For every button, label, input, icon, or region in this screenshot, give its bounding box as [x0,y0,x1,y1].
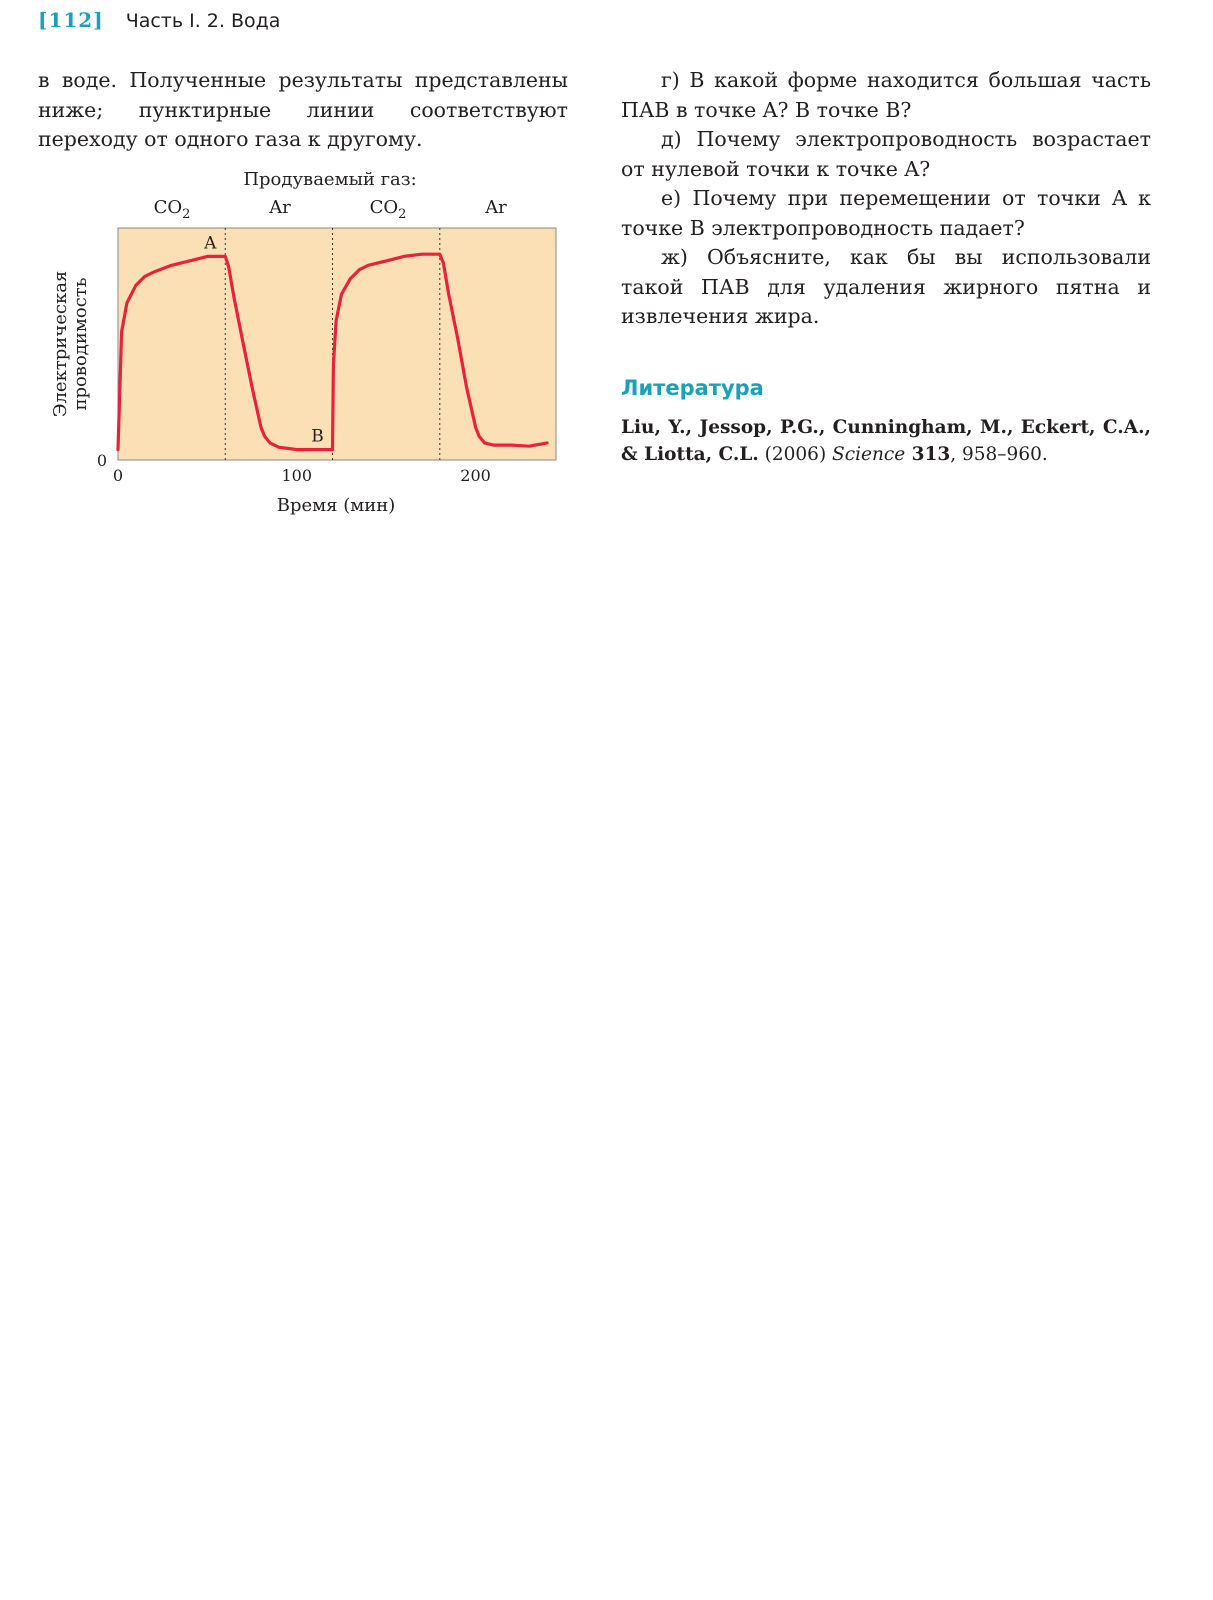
conductivity-chart [38,160,578,530]
reference-authors: Liu, Y., Jessop, P.G., Cunningham, M., Eckert, C.A., & Liotta, C.L. [621,417,1151,465]
question-g: г) В какой форме находится большая часть ПАВ в точке A? В точке B? [621,68,1151,122]
left-column [38,66,568,155]
x-tick-100: 100 [281,466,313,485]
question-zh: ж) Объясните, как бы вы использовали такой ПАВ для удаления жирного пятна и извлечения жира. [621,245,1151,328]
question-e: е) Почему при перемещении от точки A к точке B электропроводность падает? [621,186,1151,240]
conductivity-figure [38,160,578,530]
body-paragraph: в воде. Полученные результаты представлены ниже; пунктирные линии соответствуют переходу от одного газа к другому. [38,68,568,151]
x-axis-label: Время (мин) [276,495,396,516]
gas-label-2: Ar [269,197,291,218]
point-a-label: A [204,233,217,254]
x-tick-0: 0 [112,466,124,485]
reference-volume: 313 [905,444,951,465]
reference-year: (2006) [758,444,833,465]
running-title: Часть I. 2. Вода [125,10,281,32]
reference-entry [621,414,1151,468]
y-axis-label [50,271,91,418]
literature-heading: Литература [621,376,764,400]
gas-label-3: $CO_2$ [369,197,407,222]
question-d: д) Почему электропроводность возрастает от нулевой точки к точке A? [621,127,1151,181]
x-axis-ticks [113,466,491,485]
reference-journal: Science [832,444,906,465]
right-column [621,66,1151,332]
point-b-label: B [311,426,324,447]
y-zero-label: 0 [96,451,108,470]
x-tick-200: 200 [460,466,491,485]
reference-pages: , 958–960. [950,444,1048,465]
gas-heading: Продуваемый газ: [243,169,417,190]
running-head [38,8,280,38]
y-axis-label-line2: проводимость [70,277,91,411]
y-axis-label-line1: Электрическая [50,270,71,418]
gas-label-1: $CO_2$ [153,197,191,222]
gas-label-4: Ar [485,197,507,218]
gas-labels [154,197,508,222]
page-number: [112] [38,8,104,32]
